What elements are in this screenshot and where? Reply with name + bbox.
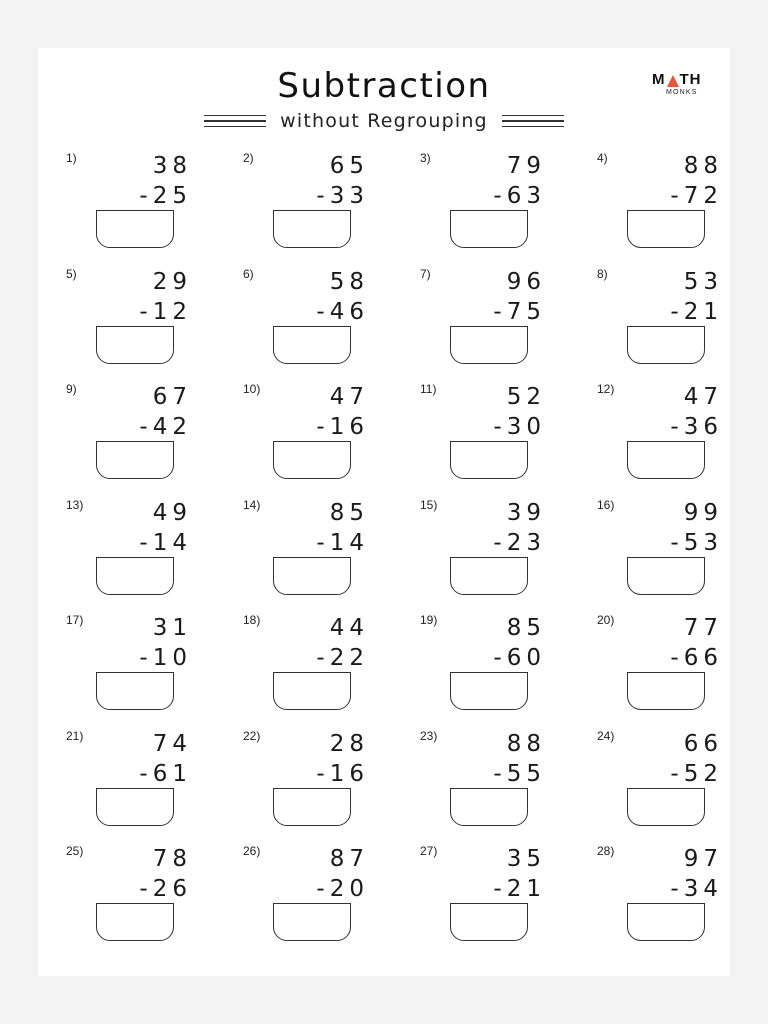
minuend: 88: [506, 730, 546, 757]
problem-19: [420, 614, 550, 724]
problem-number: 10): [243, 382, 261, 396]
problem-number: 26): [243, 844, 261, 858]
minuend: 52: [506, 384, 546, 410]
subtrahend: -30: [493, 414, 546, 440]
minuend: 66: [683, 730, 723, 757]
page-subtitle: without Regrouping: [280, 110, 488, 132]
answer-box[interactable]: [273, 788, 351, 826]
problem-number: 16): [597, 497, 615, 512]
problem-23: [420, 730, 550, 840]
subtrahend: -26: [139, 876, 192, 902]
problem-25: [66, 845, 196, 955]
subtrahend: -21: [493, 876, 546, 902]
minuend: 85: [329, 499, 369, 526]
minuend: 74: [152, 730, 192, 757]
answer-box[interactable]: [96, 326, 174, 364]
answer-box[interactable]: [96, 672, 174, 710]
subtitle-row: [0, 110, 768, 132]
answer-box[interactable]: [450, 788, 528, 826]
problem-number: 4): [597, 151, 608, 165]
answer-box[interactable]: [96, 441, 174, 479]
problem-number: 17): [66, 613, 84, 627]
problem-3: [420, 152, 550, 262]
minuend: 29: [152, 268, 192, 295]
subtrahend: -33: [316, 183, 369, 209]
answer-box[interactable]: [450, 326, 528, 364]
problem-20: [597, 614, 727, 724]
problem-number: 27): [420, 844, 438, 858]
minuend: 99: [683, 499, 723, 526]
answer-box[interactable]: [273, 210, 351, 248]
problem-number: 18): [243, 613, 261, 627]
problem-1: [66, 152, 196, 262]
problem-number: 25): [66, 844, 84, 858]
subtrahend: -25: [139, 183, 192, 209]
answer-box[interactable]: [627, 672, 705, 710]
answer-box[interactable]: [96, 210, 174, 248]
problem-24: [597, 730, 727, 840]
problem-13: [66, 499, 196, 609]
minuend: 47: [683, 384, 723, 410]
problem-number: 1): [66, 151, 77, 165]
problem-number: 24): [597, 728, 615, 743]
problem-number: 15): [420, 497, 438, 512]
subtrahend: -66: [670, 645, 723, 671]
minuend: 31: [152, 615, 192, 641]
answer-box[interactable]: [273, 903, 351, 941]
minuend: 38: [152, 153, 192, 179]
subtrahend: -53: [670, 529, 723, 556]
problem-number: 5): [66, 266, 77, 281]
problem-number: 11): [420, 382, 437, 396]
answer-box[interactable]: [450, 672, 528, 710]
problem-15: [420, 499, 550, 609]
subtrahend: -63: [493, 183, 546, 209]
answer-box[interactable]: [627, 326, 705, 364]
answer-box[interactable]: [273, 441, 351, 479]
subtrahend: -16: [316, 760, 369, 787]
problem-number: 22): [243, 728, 261, 743]
subtrahend: -12: [139, 298, 192, 325]
problem-11: [420, 383, 550, 493]
subtrahend: -60: [493, 645, 546, 671]
answer-box[interactable]: [273, 326, 351, 364]
problem-number: 8): [597, 266, 608, 281]
minuend: 44: [329, 615, 369, 641]
problem-number: 14): [243, 497, 261, 512]
answer-box[interactable]: [627, 903, 705, 941]
problem-number: 20): [597, 613, 615, 627]
subtrahend: -42: [139, 414, 192, 440]
problem-16: [597, 499, 727, 609]
problem-8: [597, 268, 727, 378]
answer-box[interactable]: [627, 788, 705, 826]
subtrahend: -75: [493, 298, 546, 325]
minuend: 53: [683, 268, 723, 295]
problem-18: [243, 614, 373, 724]
minuend: 87: [329, 846, 369, 872]
answer-box[interactable]: [627, 441, 705, 479]
subtrahend: -52: [670, 760, 723, 787]
problem-17: [66, 614, 196, 724]
subtrahend: -14: [316, 529, 369, 556]
subtrahend: -20: [316, 876, 369, 902]
answer-box[interactable]: [627, 210, 705, 248]
minuend: 58: [329, 268, 369, 295]
minuend: 78: [152, 846, 192, 872]
subtrahend: -34: [670, 876, 723, 902]
problem-number: 19): [420, 613, 438, 627]
answer-box[interactable]: [96, 903, 174, 941]
math-monks-logo: [652, 72, 712, 96]
subtrahend: -36: [670, 414, 723, 440]
problem-12: [597, 383, 727, 493]
minuend: 67: [152, 384, 192, 410]
problem-5: [66, 268, 196, 378]
problem-26: [243, 845, 373, 955]
page-title: Subtraction: [277, 66, 491, 106]
minuend: 85: [506, 615, 546, 641]
minuend: 65: [329, 153, 369, 179]
answer-box[interactable]: [450, 557, 528, 595]
subtrahend: -23: [493, 529, 546, 556]
problem-number: 23): [420, 728, 438, 743]
subtrahend: -72: [670, 183, 723, 209]
problem-number: 7): [420, 266, 431, 281]
problem-21: [66, 730, 196, 840]
triangle-icon: [667, 75, 679, 87]
subtrahend: -55: [493, 760, 546, 787]
problem-number: 9): [66, 382, 77, 396]
minuend: 77: [683, 615, 723, 641]
problem-22: [243, 730, 373, 840]
subtrahend: -46: [316, 298, 369, 325]
subtrahend: -61: [139, 760, 192, 787]
subtrahend: -14: [139, 529, 192, 556]
logo-word: [652, 72, 712, 88]
problem-number: 13): [66, 497, 84, 512]
minuend: 35: [506, 846, 546, 872]
answer-box[interactable]: [450, 210, 528, 248]
subtrahend: -10: [139, 645, 192, 671]
minuend: 97: [683, 846, 723, 872]
answer-box[interactable]: [96, 557, 174, 595]
minuend: 88: [683, 153, 723, 179]
minuend: 39: [506, 499, 546, 526]
logo-letters-th: TH: [679, 71, 702, 88]
minuend: 47: [329, 384, 369, 410]
problem-number: 2): [243, 151, 254, 165]
problem-number: 6): [243, 266, 254, 281]
minuend: 79: [506, 153, 546, 179]
subtrahend: -21: [670, 298, 723, 325]
subtrahend: -22: [316, 645, 369, 671]
answer-box[interactable]: [273, 557, 351, 595]
answer-box[interactable]: [273, 672, 351, 710]
minuend: 96: [506, 268, 546, 295]
answer-box[interactable]: [450, 903, 528, 941]
minuend: 28: [329, 730, 369, 757]
problem-2: [243, 152, 373, 262]
problem-number: 28): [597, 844, 615, 858]
problem-27: [420, 845, 550, 955]
right-decorative-lines: [502, 115, 564, 128]
problem-number: 21): [66, 728, 84, 743]
subtrahend: -16: [316, 414, 369, 440]
problem-14: [243, 499, 373, 609]
problem-6: [243, 268, 373, 378]
logo-letter-m: M: [652, 71, 666, 88]
answer-box[interactable]: [450, 441, 528, 479]
problem-7: [420, 268, 550, 378]
problem-4: [597, 152, 727, 262]
problem-10: [243, 383, 373, 493]
left-decorative-lines: [204, 115, 266, 128]
problem-28: [597, 845, 727, 955]
problem-number: 12): [597, 382, 615, 396]
answer-box[interactable]: [627, 557, 705, 595]
answer-box[interactable]: [96, 788, 174, 826]
problem-number: 3): [420, 151, 431, 165]
logo-subtext: MONKS: [666, 89, 698, 96]
minuend: 49: [152, 499, 192, 526]
problem-9: [66, 383, 196, 493]
